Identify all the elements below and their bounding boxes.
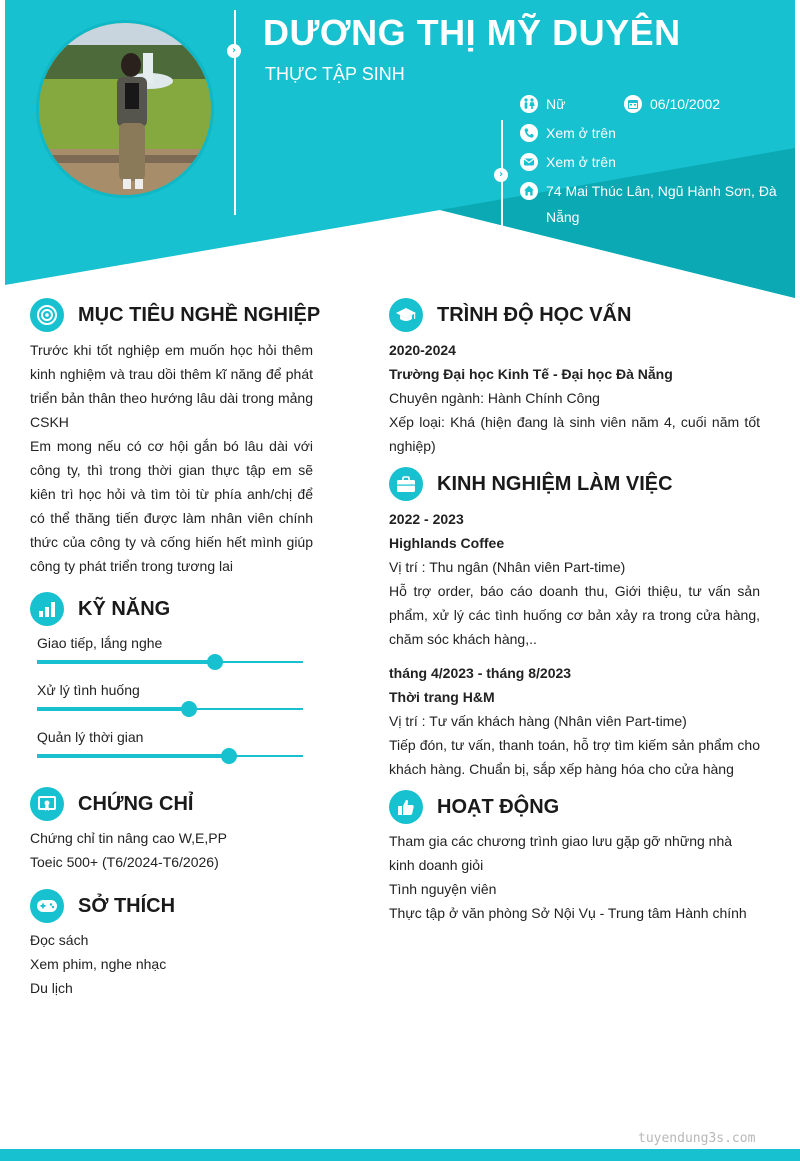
chevron-right-icon: › [494,168,508,182]
address-field [520,178,778,230]
skill-bar [37,755,303,757]
footer-bar [0,1149,800,1161]
activities-list [389,829,760,925]
birthday-field [624,91,720,117]
calendar-icon [624,95,642,113]
objective-paragraph: Em mong nếu có cơ hội gắn bó lâu dài với công ty, thì trong thời gian thực tập em sẽ kiên trì học hỏi và tìm tòi từ phía anh/chị để có thể thăng tiến được làm nhân viên chính thức của công ty và cống hiến hết mình giúp công ty phát triển trong tương lai [30,438,313,574]
job-company: Highlands Coffee [389,535,505,551]
job-description: Hỗ trợ order, báo cáo doanh thu, Giới thiệu, tư vấn sản phẩm, xử lý các tình huống cơ bản xảy ra trong cửa hàng, chăm sóc khách hàng,.. [389,583,760,647]
briefcase-icon [389,467,423,501]
skill-bar [37,708,303,710]
activities-title: HOẠT ĐỘNG [437,795,560,818]
skills-heading [30,592,170,626]
header-divider-left [234,10,236,215]
experience-title: KINH NGHIỆM LÀM VIỆC [437,472,673,495]
certificate-item: Chứng chỉ tin nâng cao W,E,PP [30,830,227,846]
skill-label: Quản lý thời gian [37,729,144,745]
job-period: tháng 4/2023 - tháng 8/2023 [389,665,572,681]
hobbies-list [30,928,313,1000]
objective-paragraph: Trước khi tốt nghiệp em muốn học hỏi thêm kinh nghiệm và trau dồi thêm kĩ năng để phát triển bản thân theo hướng lâu dài trong mảng CSKH [30,342,313,430]
gender-field [520,91,565,117]
objective-title: MỤC TIÊU NGHỀ NGHIỆP [78,303,321,326]
objective-heading [30,298,320,332]
skill-knob [221,748,237,764]
activity-item: Tình nguyện viên [389,881,497,897]
email-value: Xem ở trên [546,154,616,170]
address-value: 74 Mai Thúc Lân, Ngũ Hành Sơn, Đà Nẵng [546,183,777,225]
education-school: Trường Đại học Kinh Tế - Đại học Đà Nẵng [389,366,673,382]
skill-fill [37,754,229,758]
skill-knob [207,654,223,670]
birthday-value: 06/10/2002 [650,96,721,112]
experience-heading [389,467,673,501]
skills-title: KỸ NĂNG [78,597,171,620]
certificates-list [30,826,313,874]
phone-value: Xem ở trên [546,125,616,141]
chevron-right-icon: › [227,44,241,58]
certificates-title: CHỨNG CHỈ [78,792,194,815]
hobby-item: Đọc sách [30,932,89,948]
activities-heading [389,790,559,824]
education-title: TRÌNH ĐỘ HỌC VẤN [437,303,632,326]
skill-label: Giao tiếp, lắng nghe [37,635,163,651]
job-period: 2022 - 2023 [389,511,464,527]
certificates-heading [30,787,193,821]
skill-fill [37,707,189,711]
candidate-name: DƯƠNG THỊ MỸ DUYÊN [263,12,681,53]
hobbies-title: SỞ THÍCH [78,894,176,917]
hobby-item: Du lịch [30,980,73,996]
experience-job [389,661,760,781]
candidate-position: THỰC TẬP SINH [265,64,405,84]
job-company: Thời trang H&M [389,689,495,705]
target-icon [30,298,64,332]
activity-item: Tham gia các chương trình giao lưu gặp gỡ những nhà kinh doanh giỏi [389,833,733,873]
objective-text [30,338,313,578]
hobbies-heading [30,889,175,923]
education-period: 2020-2024 [389,342,456,358]
gender-icon [520,95,538,113]
certificate-icon [30,787,64,821]
skill-bar [37,661,303,663]
education-heading [389,298,631,332]
gamepad-icon [30,889,64,923]
email-field [520,149,616,175]
activity-item: Thực tập ở văn phòng Sở Nội Vụ - Trung tâm Hành chính [389,905,747,921]
thumbs-up-icon [389,790,423,824]
education-details [389,338,760,458]
home-icon [520,182,538,200]
hobby-item: Xem phim, nghe nhạc [30,956,167,972]
job-role: Vị trí : Tư vấn khách hàng (Nhân viên Part-time) [389,713,687,729]
avatar [36,20,214,198]
skill-label: Xử lý tình huống [37,682,140,698]
envelope-icon [520,153,538,171]
certificate-item: Toeic 500+ (T6/2024-T6/2026) [30,854,219,870]
gender-value: Nữ [546,96,566,112]
job-description: Tiếp đón, tư vấn, thanh toán, hỗ trợ tìm kiếm sản phẩm cho khách hàng. Chuẩn bị, sắp xếp hàng hóa cho cửa hàng [389,737,760,777]
skill-fill [37,660,215,664]
bar-chart-icon [30,592,64,626]
watermark: tuyendung3s.com [638,1131,756,1146]
education-major: Chuyên ngành: Hành Chính Công [389,390,600,406]
graduation-cap-icon [389,298,423,332]
skill-knob [181,701,197,717]
experience-job [389,507,760,651]
phone-field [520,120,616,146]
job-role: Vị trí : Thu ngân (Nhân viên Part-time) [389,559,626,575]
phone-icon [520,124,538,142]
education-grade: Xếp loại: Khá (hiện đang là sinh viên năm 4, cuối năm tốt nghiệp) [389,414,760,454]
avatar-photo [39,23,214,198]
